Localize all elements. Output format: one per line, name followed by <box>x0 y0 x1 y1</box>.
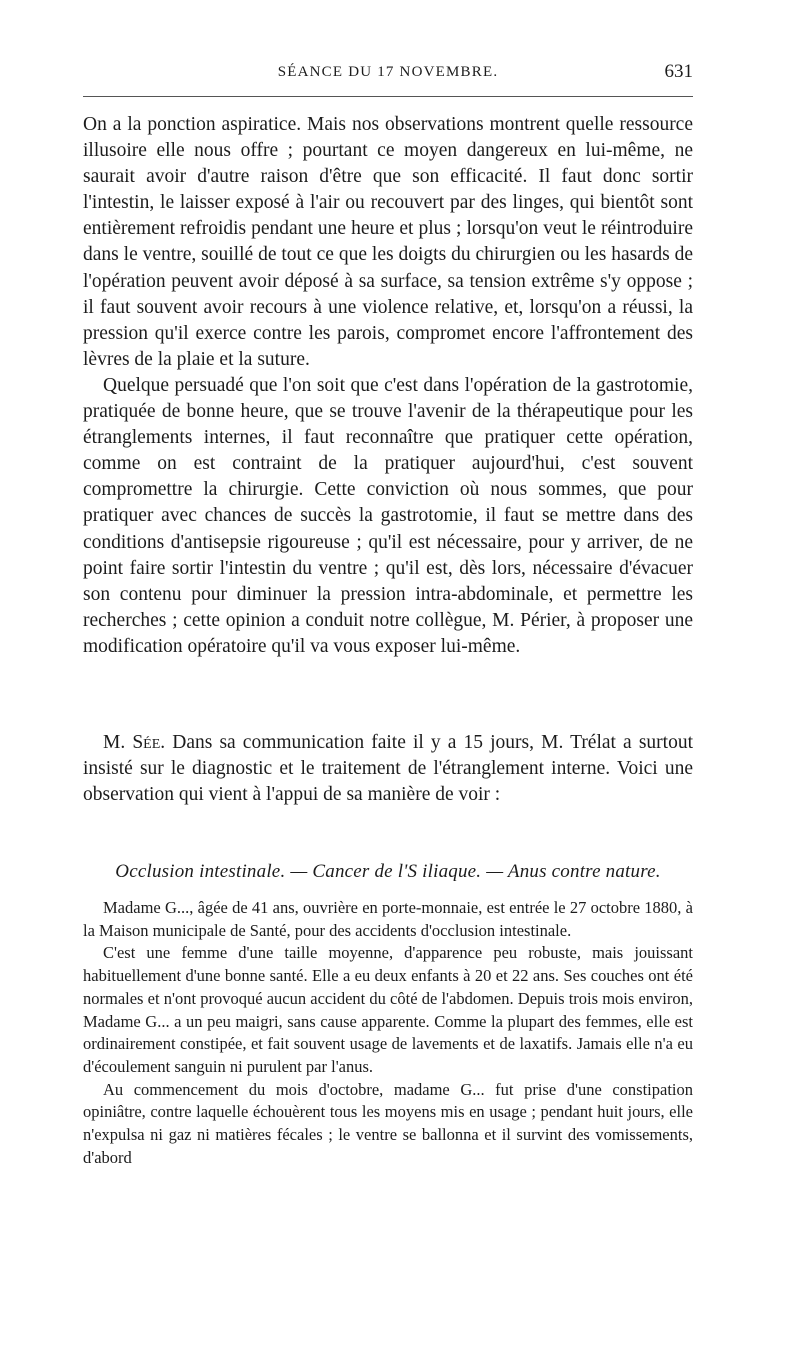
header-rule <box>83 96 693 97</box>
paragraph-2: Quelque persuadé que l'on soit que c'est dans l'opération de la gastrotomie, pratiquée de bonne heure, que se trouve l'avenir de la thérapeutique pour les étranglements internes, il faut reconnaître que pratiquer cette opération, comme on est contraint de la pratiquer aujourd'hui, c'est souvent compromettre la chirurgie. Cette conviction où nous sommes, que pour pratiquer avec chances de succès la gastrotomie, il faut se mettre dans des conditions d'antisepsie rigoureuse ; qu'il est nécessaire, pour y arriver, de ne point faire sortir l'intestin du ventre ; qu'il est, dès lors, nécessaire d'évacuer son contenu pour diminuer la pression intra-abdominale, et permettre les recherches ; cette opinion a conduit notre collègue, M. Périer, à proposer une modification opératoire qu'il va vous exposer lui-même. <box>83 374 693 657</box>
page-header <box>83 60 693 84</box>
speaker-name: M. Sée. <box>103 732 166 753</box>
observation-text-block <box>83 897 693 1169</box>
page-number: 631 <box>664 61 693 82</box>
main-text-block <box>83 112 693 660</box>
paragraph-3: Dans sa communication faite il y a 15 jours, M. Trélat a surtout insisté sur le diagnostic et le traitement de l'étranglement interne. Voici une observation qui vient à l'appui de sa manière de voir : <box>83 732 693 806</box>
paragraph-5: C'est une femme d'une taille moyenne, d'apparence peu robuste, mais jouissant habituellement d'une bonne santé. Elle a eu deux enfants à 20 et 22 ans. Ses couches ont été normales et n'ont provoqué aucun accident du côté de l'abdomen. Depuis trois mois environ, Madame G... a un peu maigri, sans cause apparente. Comme la plupart des femmes, elle est ordinairement constipée, et fait souvent usage de lavements et de laxatifs. Jamais elle n'a eu d'écoulement sanguin ni purulent par l'anus. <box>83 943 693 1076</box>
section-title: Occlusion intestinale. — Cancer de l'S iliaque. — Anus contre nature. <box>115 861 661 882</box>
running-head: SÉANCE DU 17 NOVEMBRE. <box>277 64 499 80</box>
paragraph-6: Au commencement du mois d'octobre, madame G... fut prise d'une constipation opiniâtre, contre laquelle échouèrent tous les moyens mis en usage ; pendant huit jours, elle n'expulsa ni gaz ni matières fécales ; le ventre se ballonna et il survint des vomissements, d'abord <box>83 1079 693 1167</box>
speaker-paragraph <box>83 730 693 808</box>
paragraph-1: On a la ponction aspiratice. Mais nos observations montrent quelle ressource illusoire elle nous offre ; pourtant ce moyen dangereux en lui-même, ne saurait avoir d'autre raison d'être que son efficacité. Il faut donc sortir l'intestin, le laisser exposé à l'air ou recouvert par des linges, qui bientôt sont entièrement refroidis pendant une heure et plus ; lorsqu'on veut le réintroduire dans le ventre, souillé de tout ce que les doigts du chirurgien ou les hasards de l'opération peuvent avoir déposé à sa surface, sa tension extrême s'y oppose ; il faut souvent avoir recours à une violence relative, et, lorsqu'on a réussi, la pression qu'il exerce contre les parois, compromet encore l'affrontement des lèvres de la plaie et la suture. <box>83 114 693 370</box>
paragraph-4: Madame G..., âgée de 41 ans, ouvrière en porte-monnaie, est entrée le 27 octobre 1880, à la Maison municipale de Santé, pour des accidents d'occlusion intestinale. <box>83 898 693 940</box>
